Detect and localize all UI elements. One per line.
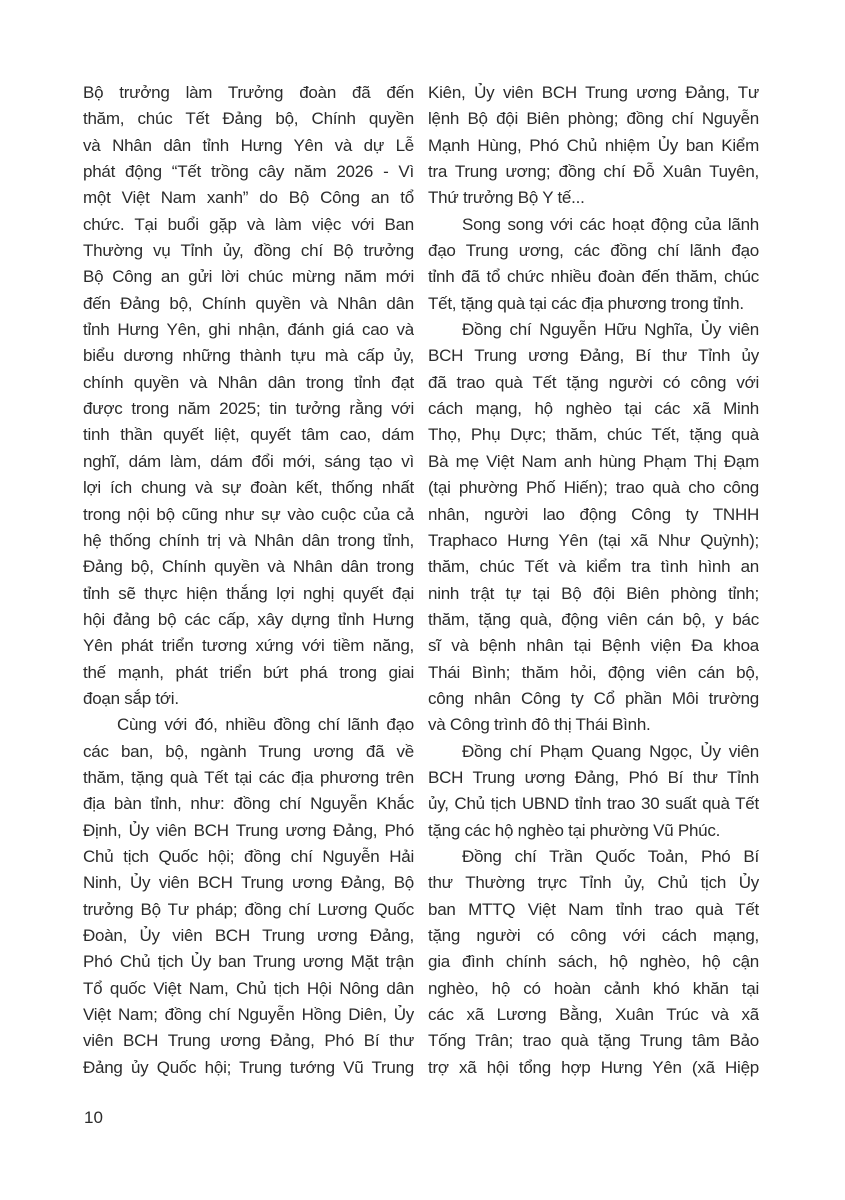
text-line: Đồng chí Nguyễn Hữu Nghĩa, Ủy viên [462, 320, 759, 340]
text-line: tinh thần quyết liệt, quyết tâm cao, dám [83, 425, 414, 445]
article-body [83, 80, 759, 1081]
text-line: hệ thống chính trị và Nhân dân trong tỉnh, [83, 530, 414, 550]
text-line: thăm, tặng quà Tết tại các địa phương trên [83, 767, 414, 787]
text-line: BCH Trung ương Đảng, Bí thư Tỉnh ủy [428, 346, 759, 366]
text-line: đoạn sắp tới. [83, 688, 179, 708]
text-line: nghĩ, dám làm, dám đổi mới, sáng tạo vì [83, 451, 414, 471]
text-line: được trong năm 2025; tin tưởng rằng với [83, 399, 414, 419]
text-line: thăm, tặng quà, động viên cán bộ, y bác [428, 609, 759, 629]
page-number: 10 [84, 1108, 103, 1127]
text-line: Traphaco Hưng Yên (tại xã Như Quỳnh); [428, 530, 759, 550]
text-line: (tại phường Phố Hiến); trao quà cho công [428, 478, 759, 498]
text-line: một Việt Nam xanh” do Bộ Công an tổ [83, 188, 414, 208]
text-line: thế mạnh, phát triển bứt phá trong giai [83, 662, 414, 682]
text-line: tỉnh Hưng Yên, ghi nhận, đánh giá cao và [83, 320, 414, 340]
text-line: thăm, chúc Tết và kiểm tra tình hình an [428, 557, 759, 577]
text-line: Việt Nam; đồng chí Nguyễn Hồng Diên, Ủy [83, 1005, 414, 1025]
text-line: Đảng bộ, Chính quyền và Nhân dân trong [83, 557, 414, 577]
text-line: Thường vụ Tỉnh ủy, đồng chí Bộ trưởng [83, 241, 414, 261]
text-line: BCH Trung ương Đảng, Phó Bí thư Tỉnh [428, 767, 759, 787]
text-line: Cùng với đó, nhiều đồng chí lãnh đạo [117, 715, 414, 735]
text-line: Bộ trưởng làm Trưởng đoàn đã đến [83, 83, 414, 102]
text-line: thăm, chúc Tết Đảng bộ, Chính quyền [83, 109, 414, 129]
text-line: Tống Trân; trao quà tặng Trung tâm Bảo [428, 1031, 759, 1051]
text-line: công nhân Công ty Cổ phần Môi trường [428, 688, 759, 708]
text-line: chính quyền và Nhân dân trong tỉnh đạt [83, 372, 414, 392]
text-line: đạo Trung ương, các đồng chí lãnh đạo [428, 241, 759, 261]
text-line: Đồng chí Phạm Quang Ngọc, Ủy viên [462, 741, 759, 761]
text-line: gia đình chính sách, hộ nghèo, hộ cận [428, 952, 759, 972]
text-line: Thứ trưởng Bộ Y tế... [428, 188, 585, 208]
text-line: đến Đảng bộ, Chính quyền và Nhân dân [83, 293, 414, 313]
text-line: ninh trật tự tại Bộ đội Biên phòng tỉnh; [428, 583, 759, 603]
text-line: Định, Ủy viên BCH Trung ương Đảng, Phó [83, 820, 414, 840]
text-line: Đoàn, Ủy viên BCH Trung ương Đảng, [83, 926, 414, 945]
text-line: tra Trung ương; đồng chí Đỗ Xuân Tuyên, [428, 162, 759, 182]
text-line: và Công trình đô thị Thái Bình. [428, 715, 651, 735]
text-line: Tổ quốc Việt Nam, Chủ tịch Hội Nông dân [83, 978, 414, 998]
text-line: trưởng Bộ Tư pháp; đồng chí Lương Quốc [83, 899, 414, 919]
text-line: trợ xã hội tổng hợp Hưng Yên (xã Hiệp [428, 1057, 759, 1077]
text-line: Yên phát triển tương xứng với tiềm năng, [83, 636, 414, 656]
text-line: Đảng ủy Quốc hội; Trung tướng Vũ Trung [83, 1057, 414, 1077]
text-line: Phó Chủ tịch Ủy ban Trung ương Mặt trận [83, 952, 414, 972]
text-line: Thọ, Phụ Dực; thăm, chúc Tết, tặng quà [428, 425, 759, 445]
text-line: Tết, tặng quà tại các địa phương trong tỉnh. [428, 293, 744, 313]
text-line: viên BCH Trung ương Đảng, Phó Bí thư [83, 1031, 414, 1051]
text-column-left [83, 80, 414, 1081]
text-line: và Nhân dân tỉnh Hưng Yên và dự Lễ [83, 135, 414, 155]
text-line: biểu dương những thành tựu mà cấp ủy, [83, 346, 414, 366]
text-line: chức. Tại buổi gặp và làm việc với Ban [83, 214, 414, 234]
text-line: tỉnh sẽ thực hiện thắng lợi nghị quyết đại [83, 583, 414, 603]
text-line: Ninh, Ủy viên BCH Trung ương Đảng, Bộ [83, 873, 414, 893]
text-line: Bộ Công an gửi lời chúc mừng năm mới [83, 267, 414, 287]
text-line: lợi ích chung và sự đoàn kết, thống nhất [83, 478, 414, 498]
text-line: ban MTTQ Việt Nam tỉnh trao quà Tết [428, 899, 759, 919]
text-line: Song song với các hoạt động của lãnh [462, 214, 759, 234]
text-line: nhân, người lao động Công ty TNHH [428, 504, 759, 524]
text-line: thư Thường trực Tỉnh ủy, Chủ tịch Ủy [428, 873, 759, 893]
text-line: Thái Bình; thăm hỏi, động viên cán bộ, [428, 662, 759, 682]
text-line: Đồng chí Trần Quốc Toản, Phó Bí [462, 846, 759, 866]
text-line: các ban, bộ, ngành Trung ương đã về [83, 741, 414, 761]
text-line: Kiên, Ủy viên BCH Trung ương Đảng, Tư [428, 83, 759, 102]
text-line: tặng người có công với cách mạng, [428, 926, 759, 945]
text-line: Chủ tịch Quốc hội; đồng chí Nguyễn Hải [83, 846, 414, 866]
text-line: địa bàn tỉnh, như: đồng chí Nguyễn Khắc [83, 794, 414, 814]
text-line: tặng các hộ nghèo tại phường Vũ Phúc. [428, 820, 721, 840]
text-line: nghèo, hộ có hoàn cảnh khó khăn tại [428, 978, 759, 998]
text-line: các xã Lương Bằng, Xuân Trúc và xã [428, 1005, 759, 1025]
text-line: cách mạng, hộ nghèo tại các xã Minh [428, 399, 759, 419]
text-line: hội đảng bộ các cấp, xây dựng tỉnh Hưng [83, 609, 414, 629]
text-line: sĩ và bệnh nhân tại Bệnh viện Đa khoa [428, 636, 759, 656]
text-line: trong nội bộ cũng như sự vào cuộc của cả [83, 504, 414, 524]
text-line: Bà mẹ Việt Nam anh hùng Phạm Thị Đạm [428, 451, 759, 471]
text-line: đã trao quà Tết tặng người có công với [428, 372, 759, 392]
text-column-right [428, 80, 759, 1081]
text-line: lệnh Bộ đội Biên phòng; đồng chí Nguyễn [428, 109, 759, 129]
text-line: Mạnh Hùng, Phó Chủ nhiệm Ủy ban Kiểm [428, 135, 759, 155]
text-line: phát động “Tết trồng cây năm 2026 - Vì [83, 162, 414, 182]
text-line: ủy, Chủ tịch UBND tỉnh trao 30 suất quà Tết [428, 794, 759, 814]
text-line: tỉnh đã tổ chức nhiều đoàn đến thăm, chúc [428, 267, 759, 287]
